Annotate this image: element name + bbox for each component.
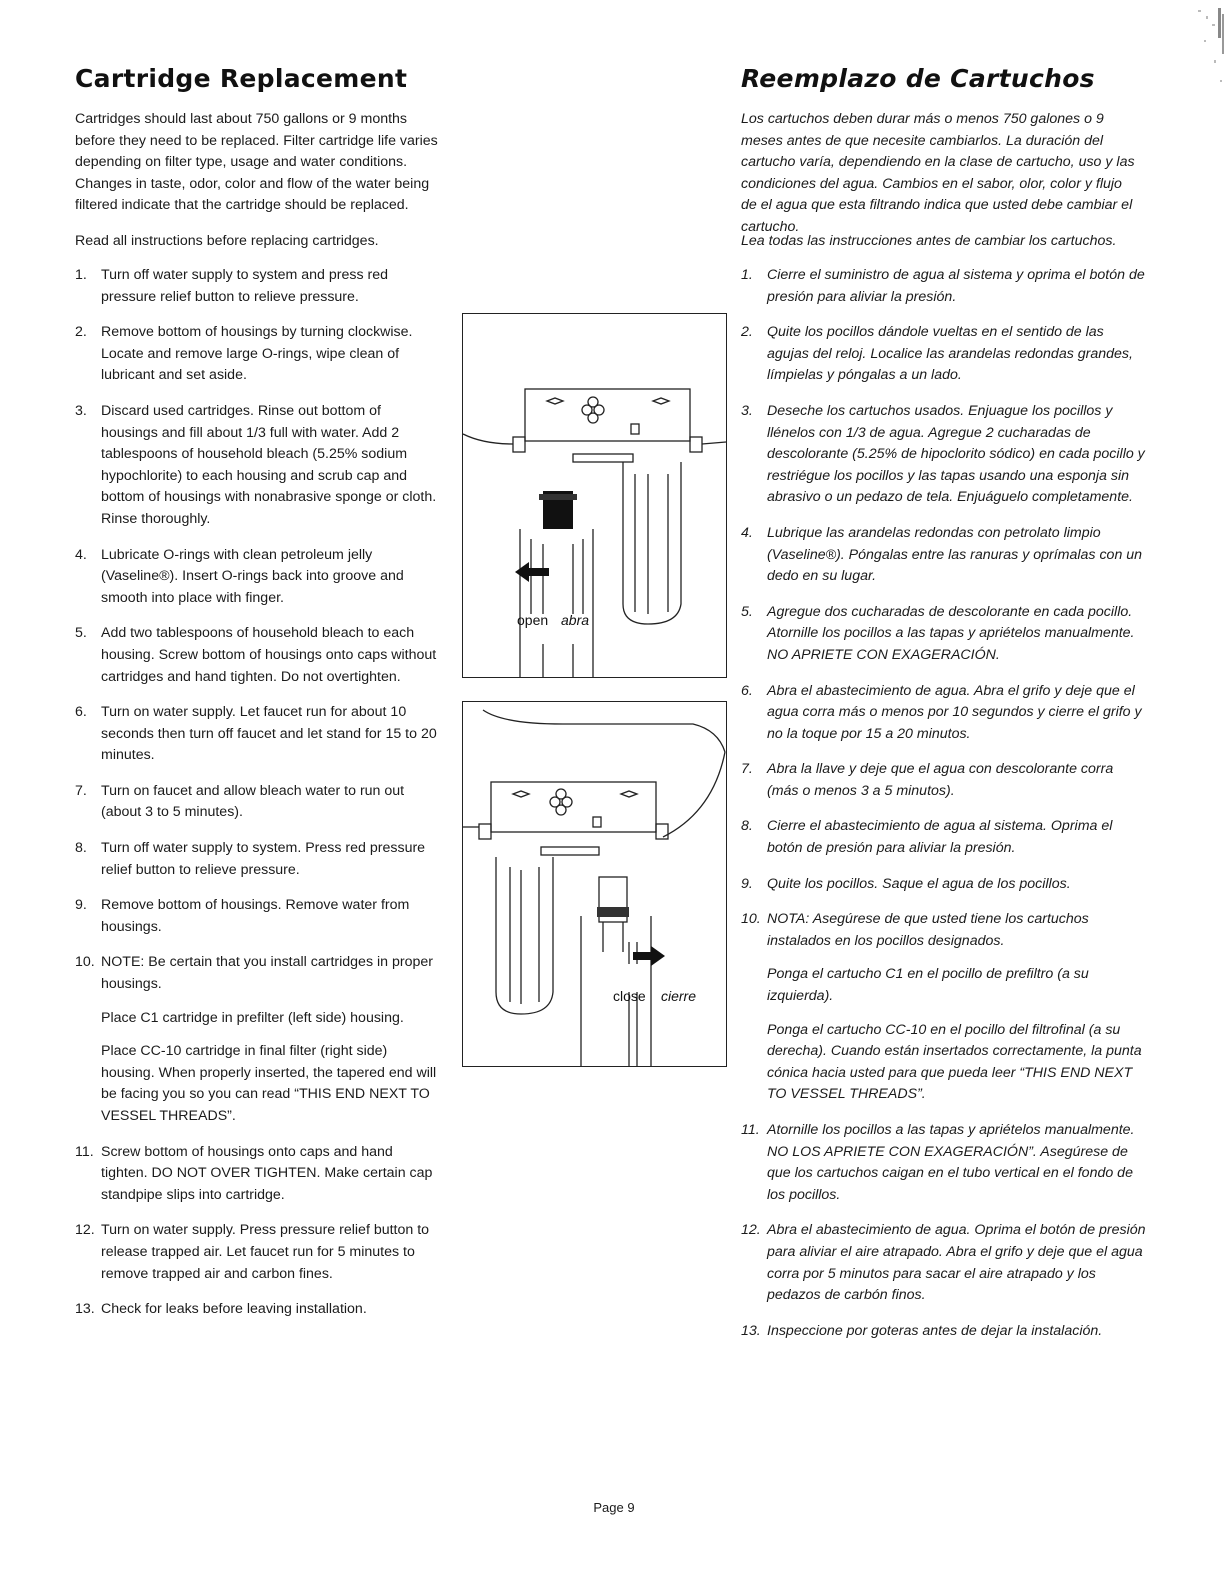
page-number: Page 9 xyxy=(593,1500,635,1515)
list-item: 12. Abra el abastecimiento de agua. Oprima el botón de presión para aliviar el aire atrapado. Abra el grifo y deje que el agua corra por 5 minutos para sacar el aire atrapado y los pedazos de carbón finos. xyxy=(741,1222,1146,1304)
list-item: 4. Lubrique las arandelas redondas con petrolato limpio (Vaseline®). Póngalas entre las ranuras y oprímalas con un dedo en su lugar. xyxy=(741,524,1143,585)
english-steps xyxy=(75,265,440,1335)
list-item: 13. Inspeccione por goteras antes de dejar la instalación. xyxy=(741,1322,1103,1339)
english-title: Cartridge Replacement xyxy=(75,64,408,93)
close-label-es: cierre xyxy=(661,988,697,1004)
open-label: open xyxy=(517,612,549,628)
spanish-read-instructions: Lea todas las instrucciones antes de cambiar los cartuchos. xyxy=(741,233,1117,249)
spanish-step-10-sub2: Ponga el cartucho CC-10 en el pocillo del filtrofinal (a su derecha). Cuando están insertados correctamente, la punta cónica hacia usted para que pueda leer “THIS END NEXT TO VESSEL THREADS”. xyxy=(767,1021,1142,1103)
list-item: 11. Screw bottom of housings onto caps and hand tighten. DO NOT OVER TIGHTEN. Make certain cap standpipe slips into cartridge. xyxy=(75,1143,433,1203)
spanish-steps xyxy=(741,265,1146,1356)
list-item: 9. Quite los pocillos. Saque el agua de los pocillos. xyxy=(741,875,1071,892)
spanish-intro: Los cartuchos deben durar más o menos 750 galones o 9 meses antes de que necesite cambiarlos. La duración del cartucho varía, dependiendo en la clase de cartucho, uso y las condiciones del agua. Cambios en el sabor, olor, color y flujo de el agua que esta filtrando indica que usted debe cambiar el cartucho. xyxy=(741,111,1135,235)
spanish-step-10-sub1: Ponga el cartucho C1 en el pocillo de prefiltro (a su izquierda). xyxy=(767,966,1089,1005)
list-item: 7. Abra la llave y deje que el agua con descolorante corra (más o menos 3 a 5 minutos). xyxy=(741,761,1114,799)
list-item: 11. Atornille los pocillos a las tapas y apriételos manualmente. NO LOS APRIETE CON EXAGERACIÓN”. Asegúrese de que los cartuchos caigan en el tubo vertical en el fondo de los pocillos. xyxy=(741,1122,1135,1203)
list-item: 3. Deseche los cartuchos usados. Enjuague los pocillos y llénelos con 1/3 de agua. Agregue 2 cucharadas de descolorante (5.25% de hipoclorito sódico) en cada pocillo y restriégue los pocillos y las tapas usando una esponja sin abrasivo o un pedazo de tela. Enjuáguelo completamente. xyxy=(741,402,1145,506)
figure-close-housing xyxy=(462,701,727,1067)
list-item: 9. Remove bottom of housings. Remove water from housings. xyxy=(75,897,410,935)
list-item: 10. NOTA: Asegúrese de que usted tiene los cartuchos instalados en los pocillos designados. Ponga el cartucho C1 en el pocillo de prefiltro (a su izquierda). Ponga el cartucho CC-10 en el pocillo del filtrofinal (a su derecha). Cuando están insertados correctamente, la punta cónica hacia usted para que pueda leer “THIS END NEXT TO VESSEL THREADS”. xyxy=(741,909,1146,1106)
english-intro: Cartridges should last about 750 gallons or 9 months before they need to be replaced. Filter cartridge life varies depending on filter type, usage and water conditions. Changes in taste, odor, color and flow of the water being filtered indicate that the cartridge should be replaced. xyxy=(75,111,438,214)
list-item: 5. Add two tablespoons of household bleach to each housing. Screw bottom of housings onto caps without cartridges and hand tighten. Do not overtighten. xyxy=(75,625,437,685)
list-item: 7. Turn on faucet and allow bleach water to run out (about 3 to 5 minutes). xyxy=(75,782,405,821)
spanish-title: Reemplazo de Cartuchos xyxy=(741,64,1095,93)
list-item: 3. Discard used cartridges. Rinse out bottom of housings and fill about 1/3 full with water. Add 2 tablespoons of household bleach (5.25% sodium hypochlorite) to each housing and scrub cap and bottom of housings with nonabrasive sponge or cloth. Rinse thoroughly. xyxy=(75,402,437,527)
list-item: 8. Cierre el abastecimiento de agua al sistema. Oprima el botón de presión para aliviar la presión. xyxy=(741,818,1113,857)
list-item: 12. Turn on water supply. Press pressure relief button to release trapped air. Let faucet run for 5 minutes to remove trapped air and carbon fines. xyxy=(75,1222,430,1282)
english-read-instructions: Read all instructions before replacing cartridges. xyxy=(75,233,379,249)
list-item: 5. Agregue dos cucharadas de descolorante en cada pocillo. Atornille los pocillos a las tapas y apriételos manualmente. NO APRIETE CON EXAGERACIÓN. xyxy=(741,603,1135,663)
close-label: close xyxy=(613,988,646,1004)
list-item: 4. Lubricate O-rings with clean petroleum jelly (Vaseline®). Insert O-rings back into groove and smooth into place with finger. xyxy=(75,546,404,606)
list-item: 6. Abra el abastecimiento de agua. Abra el grifo y deje que el agua corra más o menos por 10 segundos y cierre el grifo y no la toque por 15 a 20 minutos. xyxy=(741,682,1142,742)
list-item: 6. Turn on water supply. Let faucet run for about 10 seconds then turn off faucet and let stand for 15 to 20 minutes. xyxy=(75,704,437,764)
list-item: 2. Quite los pocillos dándole vueltas en el sentido de las agujas del reloj. Localice las arandelas redondas grandes, límpielas y póngalas a un lado. xyxy=(741,324,1133,384)
open-label-es: abra xyxy=(561,612,590,628)
english-step-10-sub2: Place CC-10 cartridge in final filter (right side) housing. When properly inserted, the tapered end will be facing you so you can read “THIS END NEXT TO VESSEL THREADS”. xyxy=(101,1043,437,1124)
list-item: 8. Turn off water supply to system. Press red pressure relief button to relieve pressure. xyxy=(75,840,426,878)
list-item: 1. Cierre el suministro de agua al sistema y oprima el botón de presión para aliviar la presión. xyxy=(741,267,1145,305)
list-item: 2. Remove bottom of housings by turning clockwise. Locate and remove large O-rings, wipe clean of lubricant and set aside. xyxy=(75,324,413,384)
filter-housing-close-illustration xyxy=(463,702,726,1066)
scan-artifact xyxy=(1168,0,1228,110)
list-item: 13. Check for leaks before leaving installation. xyxy=(75,1301,367,1318)
filter-housing-open-illustration xyxy=(463,314,726,677)
list-item: 1. Turn off water supply to system and press red pressure relief button to relieve pressure. xyxy=(75,267,389,305)
english-step-10-sub1: Place C1 cartridge in prefilter (left side) housing. xyxy=(101,1009,404,1026)
list-item: 10. NOTE: Be certain that you install cartridges in proper housings. Place C1 cartridge in prefilter (left side) housing. Place CC-10 cartridge in final filter (right side) housing. When properly inserted, the tapered end will be facing you so you can read “THIS END NEXT TO VESSEL THREADS”. xyxy=(75,952,440,1127)
figure-open-housing xyxy=(462,313,727,678)
